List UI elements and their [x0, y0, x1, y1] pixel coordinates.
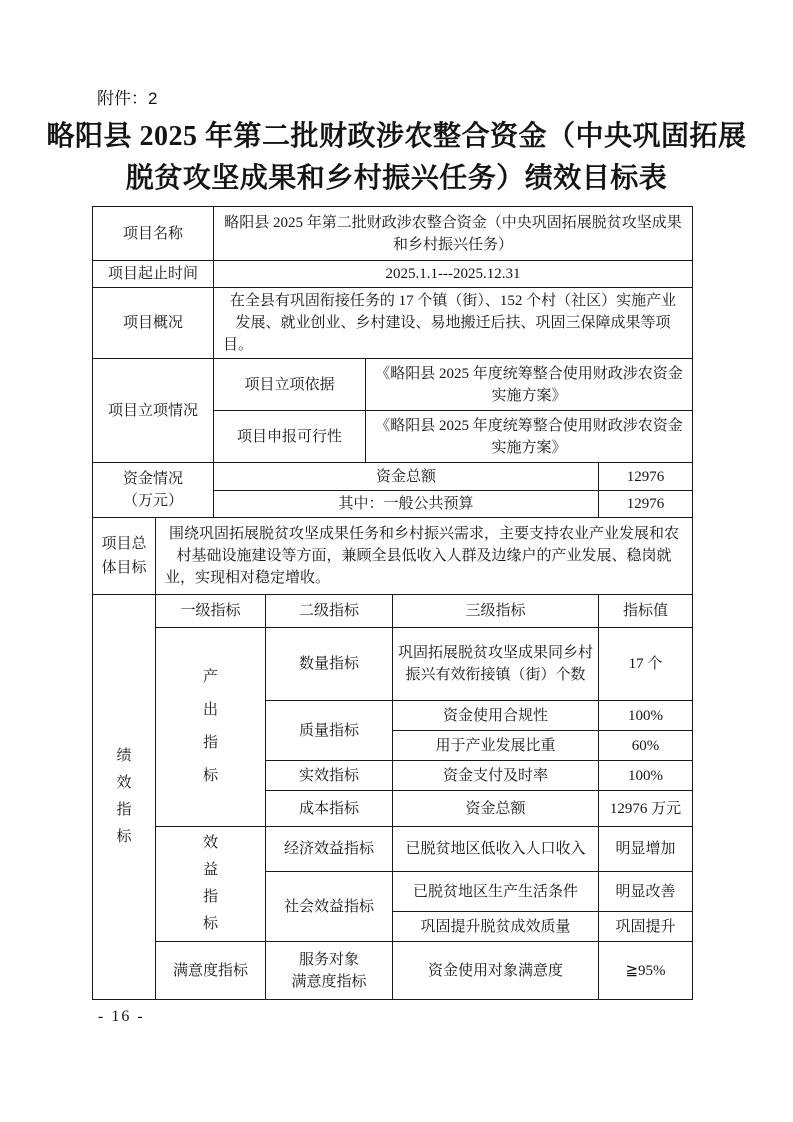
document-title	[30, 116, 763, 200]
indicator-level3: 已脱贫地区低收入人口收入	[393, 827, 599, 872]
performance-target-table	[92, 206, 693, 1000]
indicator-value: 100%	[599, 701, 693, 731]
project-name-label: 项目名称	[93, 207, 214, 261]
satisfaction-level2	[266, 942, 393, 1000]
header-level2: 二级指标	[266, 595, 393, 628]
indicator-level3: 资金支付及时率	[393, 761, 599, 791]
funding-budget-label: 其中：一般公共预算	[214, 491, 599, 518]
project-approval-label: 项目立项情况	[93, 359, 214, 463]
satisfaction-level2-line1: 服务对象	[299, 951, 360, 968]
funding-label-line2: （万元）	[123, 493, 184, 509]
funding-label	[93, 463, 214, 518]
performance-section-label-text: 绩效指标	[116, 748, 132, 845]
indicator-level3: 资金使用合规性	[393, 701, 599, 731]
indicator-level2: 质量指标	[266, 701, 393, 761]
output-indicator-label-text: 产出指标	[203, 669, 219, 784]
funding-total-label: 资金总额	[214, 463, 599, 491]
indicator-level2: 数量指标	[266, 628, 393, 701]
indicator-value: ≧95%	[599, 942, 693, 1000]
project-period-value: 2025.1.1---2025.12.31	[214, 261, 693, 288]
project-overview-label: 项目概况	[93, 288, 214, 359]
satisfaction-level2-line2: 满意度指标	[291, 973, 367, 990]
document-title-line2: 脱贫攻坚成果和乡村振兴任务）绩效目标表	[125, 163, 668, 194]
overall-goal-label-text: 项目总体目标	[101, 536, 147, 576]
attachment-label: 附件：2	[97, 89, 158, 108]
project-name-value: 略阳县 2025 年第二批财政涉农整合资金（中央巩固拓展脱贫攻坚成果和乡村振兴任务）	[214, 207, 693, 261]
approval-basis-value: 《略阳县 2025 年度统筹整合使用财政涉农资金实施方案》	[366, 359, 693, 411]
project-overview-value: 在全县有巩固衔接任务的 17 个镇（街）、152 个村（社区）实施产业发展、就业创业、乡村建设、易地搬迁后扶、巩固三保障成果等项目。	[214, 288, 693, 359]
header-value: 指标值	[599, 595, 693, 628]
project-period-label: 项目起止时间	[93, 261, 214, 288]
overall-goal-value: 围绕巩固拓展脱贫攻坚成果任务和乡村振兴需求，主要支持农业产业发展和农村基础设施建设等方面，兼顾全县低收入人群及边缘户的产业发展、稳岗就业，实现相对稳定增收。	[156, 518, 693, 595]
indicator-value: 12976 万元	[599, 791, 693, 827]
funding-label-line1: 资金情况	[123, 471, 184, 487]
funding-total-value: 12976	[599, 463, 693, 491]
approval-feasibility-label: 项目申报可行性	[214, 411, 366, 463]
performance-section-label	[93, 595, 156, 1000]
indicator-level2: 成本指标	[266, 791, 393, 827]
funding-budget-value: 12976	[599, 491, 693, 518]
header-level3: 三级指标	[393, 595, 599, 628]
indicator-value: 100%	[599, 761, 693, 791]
indicator-value: 明显增加	[599, 827, 693, 872]
indicator-level3: 巩固拓展脱贫攻坚成果同乡村振兴有效衔接镇（街）个数	[393, 628, 599, 701]
indicator-level3: 资金总额	[393, 791, 599, 827]
benefit-indicator-label	[156, 827, 266, 942]
indicator-value: 明显改善	[599, 872, 693, 912]
approval-feasibility-value: 《略阳县 2025 年度统筹整合使用财政涉农资金实施方案》	[366, 411, 693, 463]
indicator-level2: 实效指标	[266, 761, 393, 791]
satisfaction-indicator-label: 满意度指标	[156, 942, 266, 1000]
output-indicator-label	[156, 628, 266, 827]
indicator-value: 巩固提升	[599, 912, 693, 942]
header-level1: 一级指标	[156, 595, 266, 628]
benefit-indicator-label-text: 效益指标	[203, 835, 219, 932]
indicator-level3: 资金使用对象满意度	[393, 942, 599, 1000]
indicator-value: 60%	[599, 731, 693, 761]
overall-goal-label	[93, 518, 156, 595]
indicator-value: 17 个	[599, 628, 693, 701]
page-number: - 16 -	[98, 1008, 145, 1025]
indicator-level3: 用于产业发展比重	[393, 731, 599, 761]
indicator-level2: 经济效益指标	[266, 827, 393, 872]
indicator-level3: 巩固提升脱贫成效质量	[393, 912, 599, 942]
document-title-line1: 略阳县 2025 年第二批财政涉农整合资金（中央巩固拓展	[46, 121, 747, 152]
indicator-level2: 社会效益指标	[266, 872, 393, 942]
approval-basis-label: 项目立项依据	[214, 359, 366, 411]
indicator-level3: 已脱贫地区生产生活条件	[393, 872, 599, 912]
